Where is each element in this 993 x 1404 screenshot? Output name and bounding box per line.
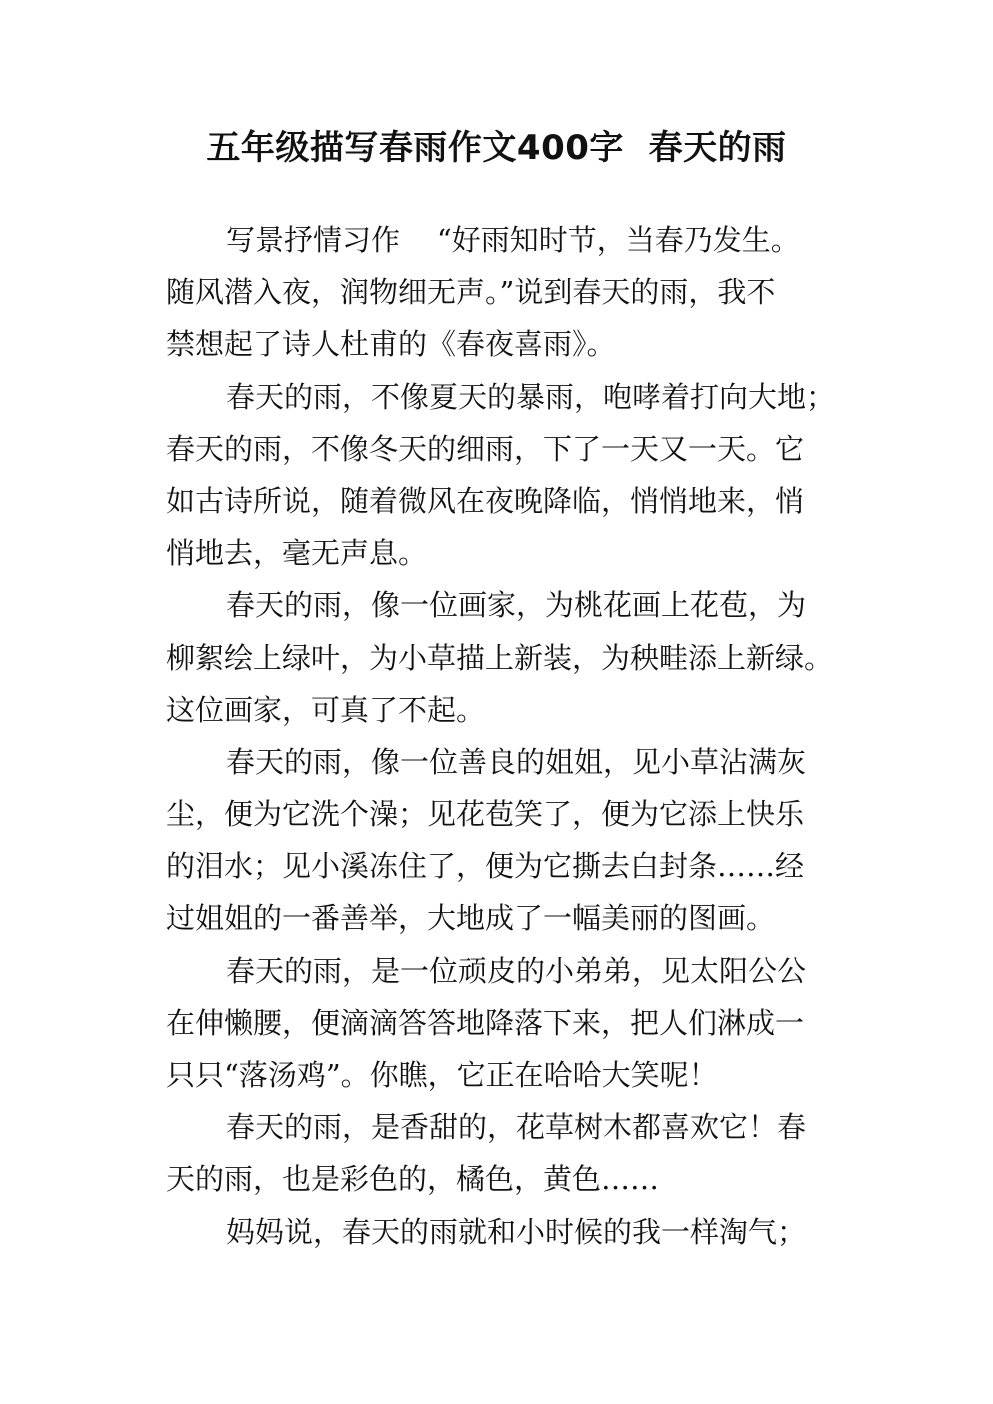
paragraph-line: 柳絮绘上绿叶，为小草描上新装，为秧畦添上新绿。 — [166, 640, 834, 675]
paragraph-line: 悄地去，毫无声息。 — [166, 536, 428, 571]
paragraph-first-line: 春天的雨，像一位善良的姐姐，见小草沾满灰 — [226, 744, 807, 779]
paragraph-line: 如古诗所说，随着微风在夜晚降临，悄悄地来，悄 — [166, 483, 805, 518]
paragraph-line: 只只“落汤鸡”。你瞧，它正在哈哈大笑呢！ — [166, 1058, 718, 1092]
paragraph-line: 这位画家，可真了不起。 — [166, 692, 486, 727]
paragraph-line: 禁想起了诗人杜甫的《春夜喜雨》。 — [166, 327, 616, 362]
paragraph-first-line: 妈妈说，春天的雨就和小时候的我一样淘气； — [226, 1214, 807, 1249]
paragraph-first-line: 写景抒情习作 “好雨知时节，当春乃发生。 — [226, 223, 800, 257]
paragraph-first-line: 春天的雨，像一位画家，为桃花画上花苞，为 — [226, 588, 807, 623]
paragraph-line: 尘，便为它洗个澡；见花苞笑了，便为它添上快乐 — [166, 797, 805, 832]
paragraph-first-line: 春天的雨，是香甜的，花草树木都喜欢它！春 — [226, 1110, 807, 1145]
paragraph-line: 春天的雨，不像冬天的细雨，下了一天又一天。它 — [166, 431, 805, 466]
paragraph-line: 过姐姐的一番善举，大地成了一幅美丽的图画。 — [166, 901, 776, 936]
paragraph-first-line: 春天的雨，是一位顽皮的小弟弟，见太阳公公 — [226, 953, 807, 988]
paragraph-first-line: 春天的雨，不像夏天的暴雨，咆哮着打向大地； — [226, 379, 836, 414]
paragraph-line: 的泪水；见小溪冻住了，便为它撕去白封条……经 — [166, 849, 805, 884]
paragraph-line: 天的雨，也是彩色的，橘色，黄色…… — [166, 1162, 660, 1197]
document-body — [166, 214, 836, 1258]
paragraph-line: 在伸懒腰，便滴滴答答地降落下来，把人们淋成一 — [166, 1005, 805, 1040]
document-title: 五年级描写春雨作文400字 春天的雨 — [206, 128, 787, 168]
paragraph-line: 随风潜入夜，润物细无声。”说到春天的雨，我不 — [166, 275, 776, 310]
